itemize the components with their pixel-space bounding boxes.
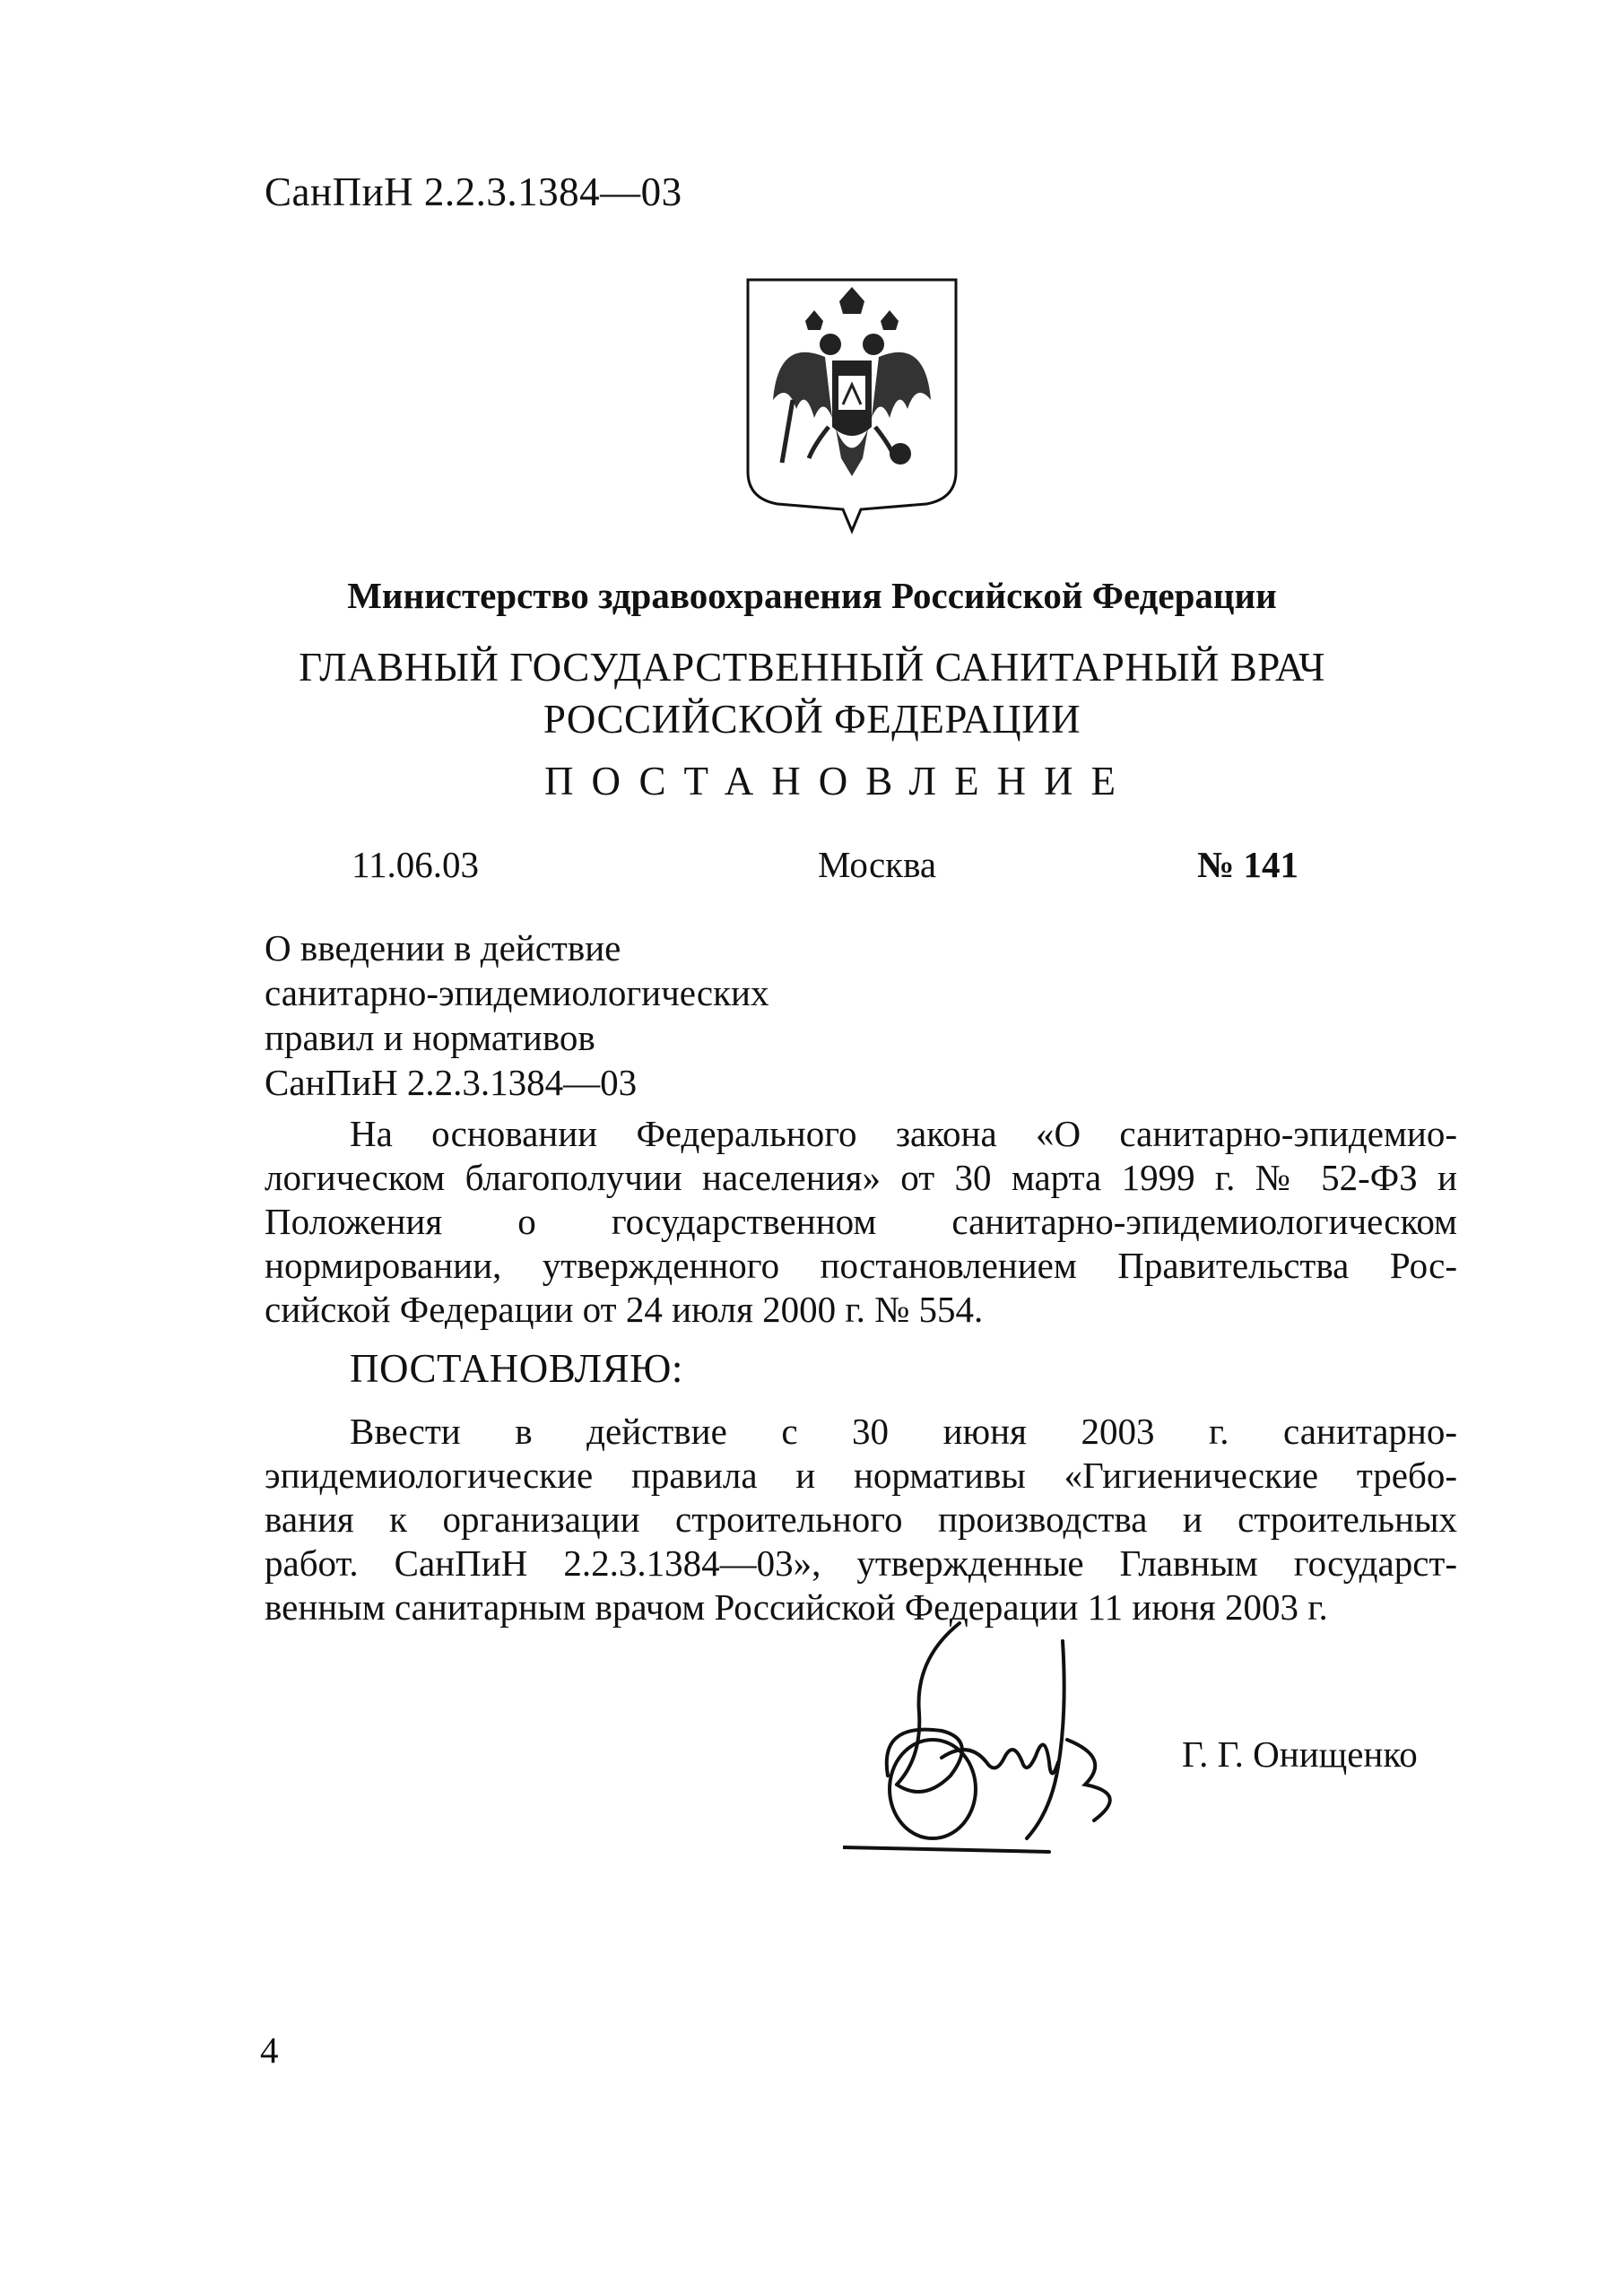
office-title-line-2: РОССИЙСКОЙ ФЕДЕРАЦИИ [543,697,1081,742]
signer-name: Г. Г. Онищенко [1182,1733,1418,1775]
resolution-heading: ПОСТАНОВЛЕНИЕ [543,759,1134,804]
subject-line: О введении в действие [265,927,621,969]
subject-line: санитарно-эпидемиологических [265,972,769,1013]
decree-paragraph [265,1410,1457,1629]
page-number: 4 [260,2029,279,2071]
decree-word: ПОСТАНОВЛЯЮ: [350,1346,683,1391]
preamble-line: нормировании, утвержденного постановлением Правительства Рос- [265,1245,1457,1286]
decree-line: работ. СанПиН 2.2.3.1384—03», утвержденные Главным государст- [265,1542,1457,1584]
decree-line: эпидемиологические правила и нормативы «Гигиенические требо- [265,1455,1457,1496]
subject-line: правил и нормативов [265,1017,595,1058]
ministry-name: Министерство здравоохранения Российской Федерации [347,575,1277,616]
decree-line: Ввести в действие с 30 июня 2003 г. санитарно- [350,1411,1457,1452]
subject-line: СанПиН 2.2.3.1384—03 [265,1062,638,1103]
decree-line: венным санитарным врачом Российской Федерации 11 июня 2003 г. [265,1586,1328,1628]
preamble-line: логическом благополучии населения» от 30 марта 1999 г. № 52-ФЗ и [265,1157,1457,1198]
preamble-line: сийской Федерации от 24 июля 2000 г. № 554. [265,1289,984,1330]
coat-of-arms-icon [743,274,961,534]
office-title [0,641,1624,745]
document-number: № 141 [1197,844,1298,885]
signature-icon [843,1605,1148,1874]
decree-line: вания к организации строительного производства и строительных [265,1499,1457,1540]
preamble-line: Положения о государственном санитарно-эпидемиологическом [265,1201,1457,1242]
document-code: СанПиН 2.2.3.1384—03 [265,169,682,214]
preamble-line: На основании Федерального закона «О санитарно-эпидемио- [350,1113,1457,1154]
document-city: Москва [818,844,937,885]
preamble-paragraph [265,1112,1457,1332]
document-date: 11.06.03 [352,844,479,885]
document-subject [265,925,769,1105]
office-title-line-1: ГЛАВНЫЙ ГОСУДАРСТВЕННЫЙ САНИТАРНЫЙ ВРАЧ [299,645,1325,690]
